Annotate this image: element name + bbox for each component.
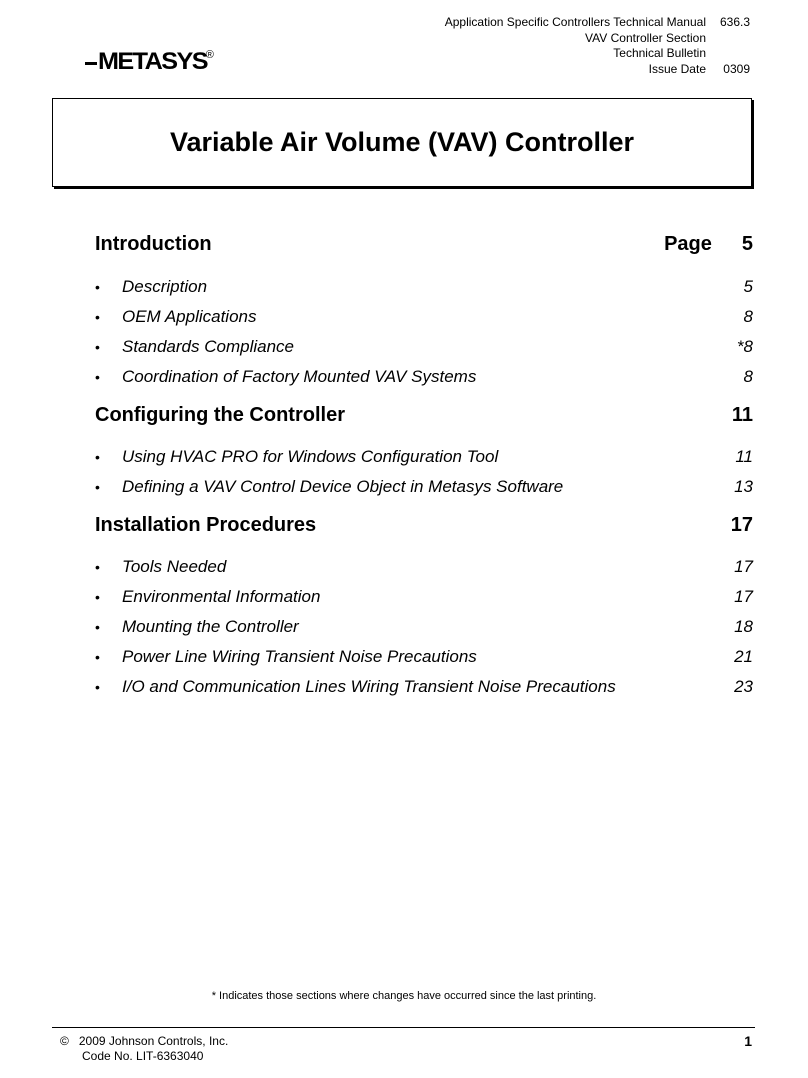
toc-item[interactable]: [95, 477, 753, 497]
page-column-label: Page: [664, 233, 712, 255]
bullet: •: [95, 449, 100, 465]
toc-item-page: 21: [734, 647, 753, 666]
toc-item-page: 18: [734, 617, 753, 636]
toc-item[interactable]: [95, 647, 753, 667]
section-name: VAV Controller Section: [585, 30, 706, 45]
registered-mark: ®: [205, 49, 214, 61]
toc-item-text: Power Line Wiring Transient Noise Precautions: [122, 647, 477, 666]
bullet: •: [95, 309, 100, 325]
title-box: [52, 98, 752, 187]
code-number: Code No. LIT-6363040: [82, 1049, 204, 1063]
document-title: Variable Air Volume (VAV) Controller: [169, 127, 635, 157]
footer-info: [60, 1034, 228, 1064]
toc-section-introduction[interactable]: [95, 233, 753, 256]
toc-item-page: 8: [743, 307, 753, 326]
toc-item-text: Coordination of Factory Mounted VAV Systems: [122, 367, 477, 386]
manual-number: 636.3: [719, 15, 750, 29]
toc-item-page: 11: [735, 447, 753, 466]
toc-section-installation[interactable]: [95, 514, 753, 537]
toc-item[interactable]: [95, 677, 753, 697]
toc-item-text: Standards Compliance: [122, 337, 294, 356]
toc-section-title: Introduction: [95, 233, 212, 255]
toc-item-text: Defining a VAV Control Device Object in Metasys Software: [122, 477, 564, 496]
toc-item-page: 17: [734, 557, 753, 576]
bullet: •: [95, 339, 100, 355]
change-note: * Indicates those sections where changes have occurred since the last printing.: [211, 990, 597, 1002]
toc-item-page: 23: [734, 677, 753, 696]
toc-item[interactable]: [95, 307, 753, 327]
toc-item[interactable]: [95, 587, 753, 607]
toc-item-text: Using HVAC PRO for Windows Configuration Tool: [122, 447, 499, 466]
issue-date-value: 0309: [723, 61, 750, 76]
toc-item-page: 17: [734, 587, 753, 606]
toc-item-text: Tools Needed: [122, 557, 227, 576]
toc-item-text: I/O and Communication Lines Wiring Transient Noise Precautions: [122, 677, 616, 696]
toc-item-page: 8: [743, 367, 753, 386]
toc-item-page: 5: [743, 277, 753, 296]
logo-text: METASYS: [98, 48, 207, 75]
toc-item[interactable]: [95, 557, 753, 577]
toc-item[interactable]: [95, 277, 753, 297]
bullet: •: [95, 649, 100, 665]
manual-title: Application Specific Controllers Technical Manual: [444, 15, 706, 29]
document-header: [445, 15, 750, 77]
toc-section-page: 5: [741, 233, 753, 255]
metasys-logo: [85, 48, 214, 76]
toc-item-page: *8: [736, 337, 753, 356]
bullet: •: [95, 589, 100, 605]
bullet: •: [95, 479, 100, 495]
toc-item[interactable]: [95, 617, 753, 637]
page-number: 1: [744, 1033, 752, 1049]
toc-section-title: Installation Procedures: [95, 514, 317, 536]
toc-section-page: 17: [730, 514, 753, 536]
toc-item-text: Environmental Information: [122, 587, 321, 606]
toc-item-text: OEM Applications: [122, 307, 257, 326]
toc-section-configuring[interactable]: [95, 404, 753, 427]
bullet: •: [95, 559, 100, 575]
bullet: •: [95, 369, 100, 385]
toc-item[interactable]: [95, 337, 753, 357]
bullet: •: [95, 619, 100, 635]
toc-item-text: Mounting the Controller: [122, 617, 299, 636]
footer-divider: [52, 1027, 755, 1028]
toc-item[interactable]: [95, 447, 753, 467]
bullet: •: [95, 279, 100, 295]
toc-item-text: Description: [122, 277, 208, 296]
copyright-text: 2009 Johnson Controls, Inc.: [78, 1034, 229, 1048]
toc-section-title: Configuring the Controller: [95, 404, 345, 426]
toc-section-page: 11: [731, 404, 753, 426]
copyright-symbol: ©: [60, 1034, 69, 1048]
bulletin-type: Technical Bulletin: [613, 46, 706, 60]
toc-item-page: 13: [734, 477, 753, 496]
toc-item[interactable]: [95, 367, 753, 387]
issue-date-label: Issue Date: [648, 61, 706, 76]
logo-dash: [85, 62, 97, 65]
bullet: •: [95, 679, 100, 695]
